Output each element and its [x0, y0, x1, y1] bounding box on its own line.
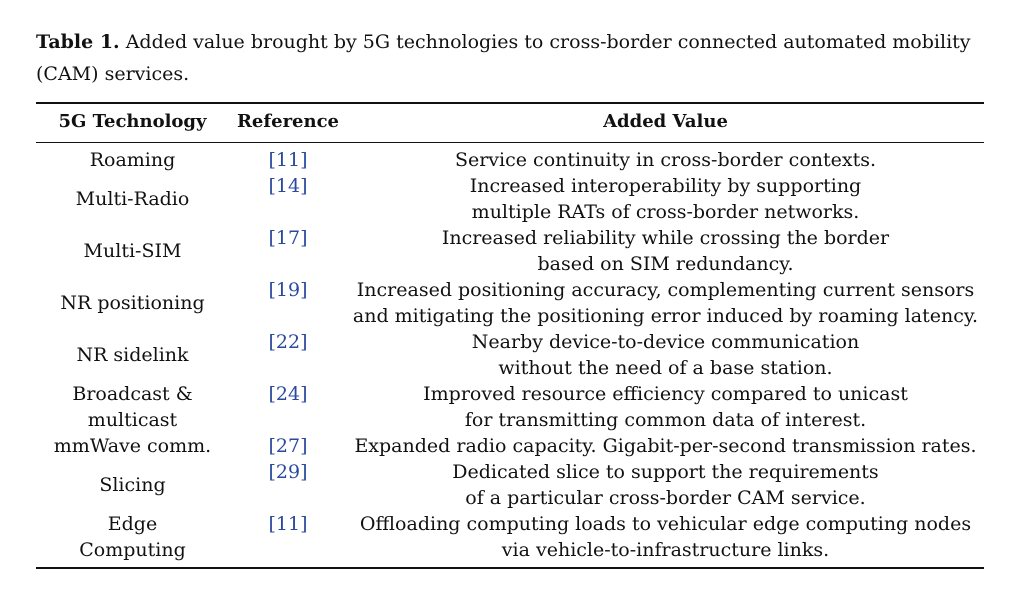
table-row: [36, 143, 984, 174]
reference-cell: [229, 277, 347, 329]
reference-link[interactable]: [11]: [268, 149, 308, 171]
added-value-cell: [347, 225, 984, 277]
added-value-cell: [347, 173, 984, 225]
reference-link[interactable]: [29]: [268, 461, 308, 483]
reference-cell: [229, 459, 347, 511]
added-value-line: Service continuity in cross-border contexts.: [454, 149, 877, 171]
added-value-line: multiple RATs of cross-border networks.: [471, 201, 860, 223]
table-row: [36, 277, 984, 329]
technology-table: [36, 102, 984, 569]
tech-name-line: Edge: [107, 513, 158, 535]
tech-name-line: Roaming: [89, 149, 176, 171]
table-row: [36, 381, 984, 433]
added-value-line: Increased interoperability by supporting: [469, 175, 862, 197]
added-value-line: Expanded radio capacity. Gigabit-per-second transmission rates.: [354, 435, 977, 457]
table-header-row: [36, 103, 984, 143]
added-value-line: Improved resource efficiency compared to unicast: [423, 383, 908, 405]
reference-link[interactable]: [27]: [268, 435, 308, 457]
tech-name-line: Multi-SIM: [83, 240, 182, 262]
tech-name-line: multicast: [87, 409, 178, 431]
tech-cell: [36, 225, 229, 277]
reference-cell: [229, 433, 347, 459]
table-row: [36, 433, 984, 459]
added-value-cell: [347, 277, 984, 329]
added-value-line: without the need of a base station.: [498, 357, 833, 379]
tech-name-line: Computing: [79, 539, 186, 561]
reference-link[interactable]: [19]: [268, 279, 308, 301]
table-caption-label: Table 1.: [36, 31, 120, 53]
added-value-line: and mitigating the positioning error induced by roaming latency.: [352, 305, 979, 327]
header-added-value: Added Value: [603, 111, 728, 132]
table-row: [36, 329, 984, 381]
reference-cell: [229, 173, 347, 225]
added-value-cell: [347, 459, 984, 511]
reference-cell: [229, 143, 347, 174]
reference-link[interactable]: [11]: [268, 513, 308, 535]
header-5g-technology: 5G Technology: [58, 111, 207, 132]
tech-cell: [36, 277, 229, 329]
reference-cell: [229, 381, 347, 433]
header-reference: Reference: [236, 111, 340, 132]
added-value-cell: [347, 143, 984, 174]
table-header: [36, 103, 984, 143]
reference-cell: [229, 329, 347, 381]
added-value-line: Nearby device-to-device communication: [471, 331, 860, 353]
added-value-cell: [347, 511, 984, 568]
table-body: [36, 143, 984, 569]
added-value-line: for transmitting common data of interest.: [464, 409, 867, 431]
added-value-cell: [347, 381, 984, 433]
tech-name-line: NR positioning: [60, 292, 205, 314]
added-value-cell: [347, 329, 984, 381]
tech-cell: [36, 433, 229, 459]
added-value-line: Dedicated slice to support the requirements: [452, 461, 879, 483]
reference-cell: [229, 511, 347, 568]
tech-cell: [36, 511, 229, 568]
table-caption-text: Added value brought by 5G technologies to cross-border connected automated mobility (CAM) services.: [36, 31, 971, 85]
tech-cell: [36, 329, 229, 381]
tech-cell: [36, 173, 229, 225]
added-value-line: Increased positioning accuracy, complementing current sensors: [356, 279, 975, 301]
reference-link[interactable]: [14]: [268, 175, 308, 197]
added-value-line: of a particular cross-border CAM service.: [465, 487, 866, 509]
reference-link[interactable]: [22]: [268, 331, 308, 353]
added-value-line: based on SIM redundancy.: [537, 253, 794, 275]
tech-name-line: Broadcast &: [72, 383, 193, 405]
added-value-line: via vehicle-to-infrastructure links.: [501, 539, 830, 561]
tech-name-line: Slicing: [99, 474, 166, 496]
added-value-cell: [347, 433, 984, 459]
tech-name-line: mmWave comm.: [53, 435, 212, 457]
tech-name-line: NR sidelink: [76, 344, 189, 366]
table-row: [36, 459, 984, 511]
tech-cell: [36, 459, 229, 511]
added-value-line: Offloading computing loads to vehicular edge computing nodes: [359, 513, 972, 535]
table-row: [36, 225, 984, 277]
tech-cell: [36, 143, 229, 174]
reference-link[interactable]: [24]: [268, 383, 308, 405]
reference-cell: [229, 225, 347, 277]
tech-cell: [36, 381, 229, 433]
reference-link[interactable]: [17]: [268, 227, 308, 249]
table-row: [36, 511, 984, 568]
table-caption: [36, 26, 986, 90]
tech-name-line: Multi-Radio: [75, 188, 190, 210]
added-value-line: Increased reliability while crossing the border: [441, 227, 890, 249]
table-row: [36, 173, 984, 225]
